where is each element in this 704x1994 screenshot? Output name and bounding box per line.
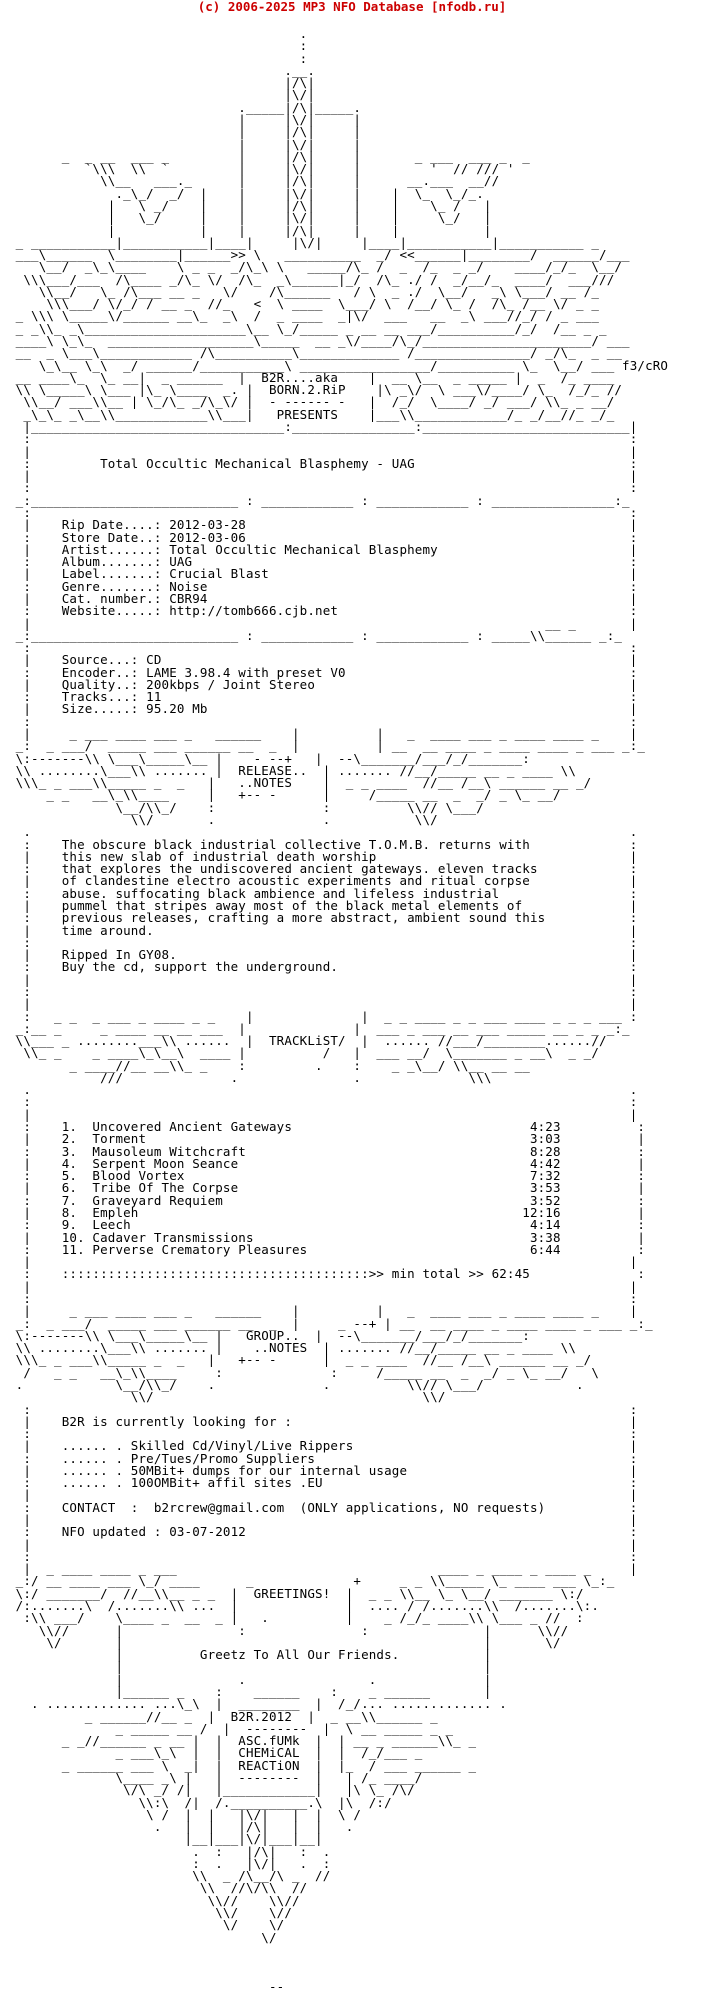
nfo-line: \\\___/___ /\____ _/\_ \/ /\_ _\______|_/ /\_ ./ / _/__/_ ____/ ___/// bbox=[8, 271, 623, 287]
nfo-line: | 4. Serpent Moon Seance 4:42 | bbox=[8, 1155, 646, 1171]
nfo-line: . ............. ...\_\ | ________ | /_/... ............. . bbox=[8, 1696, 507, 1712]
nfo-line: : that explores the undiscovered ancient gateways. eleven tracks : bbox=[8, 861, 638, 877]
nfo-line: | | | |/\| | | | bbox=[8, 222, 492, 238]
nfo-line: ___\______ \________|______>> \ __________ _/ <<______|________/ ______/___ bbox=[8, 247, 630, 263]
nfo-line: _ _ __\_\\____ | +-- - | /_____ __ _ _/ _ \_ __/ bbox=[8, 787, 584, 803]
nfo-line: |_________________________________:________________:___________________________| bbox=[8, 419, 638, 434]
nfo-line: : abuse. suffocating black ambience and lifeless industrial : bbox=[8, 885, 638, 901]
nfo-line: . bbox=[8, 26, 308, 41]
nfo-line: /// . . \\\ bbox=[8, 1069, 492, 1085]
nfo-line: : : bbox=[8, 504, 638, 520]
nfo-line: : ...... . 100OMBit+ affil sites .EU : bbox=[8, 1475, 638, 1491]
nfo-line: \ / | | |\/| | | \ / bbox=[8, 1806, 362, 1822]
nfo-line: \:/ _______/ //__\\__ _ _ | GREETINGS! | _ _ \\__ \_ \__/ _______ \:/ bbox=[8, 1585, 584, 1601]
nfo-line: : : bbox=[8, 1426, 638, 1442]
nfo-line: | ...... . Skilled Cd/Vinyl/Live Rippers | bbox=[8, 1438, 638, 1454]
nfo-line: | | bbox=[8, 996, 638, 1012]
nfo-line: : : bbox=[8, 640, 638, 656]
nfo-line: : : bbox=[8, 1548, 638, 1564]
nfo-line: -- bbox=[8, 1978, 285, 1994]
nfo-line: | | bbox=[8, 1659, 492, 1675]
nfo-line: . . bbox=[8, 1082, 638, 1098]
nfo-line: : bbox=[8, 38, 308, 54]
nfo-line: \\ ........\___\\ ....... | RELEASE.. | ....... //__/_____ __ _ ____ \\ bbox=[8, 762, 576, 778]
nfo-line: \\ _ /\__/\ _ // bbox=[8, 1868, 331, 1884]
nfo-line: \\/ \\/ bbox=[8, 1389, 446, 1405]
nfo-line: : Buy the cd, support the underground. : bbox=[8, 959, 638, 975]
nfo-line: | | bbox=[8, 1512, 638, 1528]
nfo-line: \\ //\/\\ // bbox=[8, 1880, 308, 1896]
nfo-line: _ \\\ \_____\/______ __\_ _\ / _ ____ _|\/ ___ __ _\ ___//_/ / _ ___ bbox=[8, 308, 600, 324]
nfo-line: /:.......\ /.......\\ ... | | .... / /.......\\ /.......\:. bbox=[8, 1598, 600, 1613]
nfo-line: : _ _ _ ___ _ ____ _ _ | | _ _ ____ _ _ ___ ____ _ _ _ ___ : bbox=[8, 1008, 638, 1024]
nfo-line: : 9. Leech 4:14 : bbox=[8, 1217, 646, 1233]
nfo-line: | time around. | bbox=[8, 922, 638, 938]
nfo-line: | 8. Empleh 12:16 | bbox=[8, 1205, 646, 1220]
nfo-line: \\ \_____\ \___ |\_ \____ _. | BORN.2.RiP |\ _\/ \ ___\/____/ \_ /_/_ // bbox=[8, 382, 623, 398]
nfo-line: | 2. Torment 3:03 | bbox=[8, 1131, 646, 1147]
nfo-line: | _ ___ ____ ___ _ ______ | | _ ____ ___ _ ____ ____ _ | bbox=[8, 726, 638, 742]
nfo-line: | | bbox=[8, 1106, 638, 1122]
nfo-line: | |\/| | bbox=[8, 111, 362, 127]
nfo-line: \_\__ \_\ _/ ______/___________\ _________________/__________ \_ \__/ ___ f3/cRO bbox=[8, 357, 669, 373]
nfo-line: _: _ ___/ _____ ___ ______ __ _ | _ --+ | __ __ ____ _ ____ ____ _ ___ _:_ bbox=[8, 1315, 653, 1331]
nfo-line: _ ______//__ _ | B2R.2012 | _ __\\______ _ bbox=[8, 1708, 438, 1724]
nfo-line: : : bbox=[8, 431, 638, 447]
nfo-line: \\// | : : | \\// bbox=[8, 1622, 569, 1638]
nfo-line: | | bbox=[8, 443, 638, 459]
nfo-line: _ ___\_\ | | CHEMiCAL | | /_/___ _ bbox=[8, 1745, 423, 1761]
nfo-line: | Source...: CD | bbox=[8, 652, 638, 668]
nfo-line: | | bbox=[8, 1487, 638, 1503]
nfo-line: : Encoder..: LAME 3.98.4 with preset V0 : bbox=[8, 664, 638, 680]
nfo-line: _ _____ __ / | -------- | \ __ _____ _ _ bbox=[8, 1720, 454, 1736]
nfo-line: \\// \\// bbox=[8, 1892, 300, 1908]
nfo-line: ____\ \_\_ ___________________\_____ __ _\/____/\_/______________________/ ___ bbox=[8, 333, 630, 349]
nfo-line: : ...... . Pre/Tues/Promo Suppliers : bbox=[8, 1450, 638, 1466]
nfo-line: \\\_ _ ___\\_____ _ _ | +-- - | _ _ ____ //__ /__\ ______ __ _/ bbox=[8, 1352, 600, 1368]
nfo-line: | B2R is currently looking for : | bbox=[8, 1413, 638, 1429]
nfo-line: ._\_/ _/ | | |\/| | | \_ \_/_. bbox=[8, 185, 484, 201]
nfo-line: | . . | bbox=[8, 1671, 492, 1687]
nfo-line: _ ______ ___ \ _| | REACTiON | |_ / ___ ______ _ bbox=[8, 1757, 477, 1773]
nfo-line: . | | |/\| | | . bbox=[8, 1819, 354, 1835]
nfo-line: : . |\/| . : bbox=[8, 1855, 331, 1871]
nfo-line: :\\ ___/ \____ _ __ _ | . | _ /_/_ ____\\ \___ _ // : bbox=[8, 1610, 584, 1626]
nfo-line: _:/ __ ____ ___ \_/ ____ _ + _ _ \\_____ \_ ____ ___ \_:_ bbox=[8, 1573, 615, 1589]
nfo-line: \__/ _\_\____ \ _ _ _/\_\ \ _____/\_ / _ /_ _ _/ ____/_/_ \__/ bbox=[8, 259, 623, 275]
nfo-line: \\__ ___._ | |/\| | __.___ __// bbox=[8, 173, 500, 189]
nfo-line: | Quality..: 200kbps / Joint Stereo | bbox=[8, 676, 638, 692]
nfo-line: | | bbox=[8, 1536, 638, 1552]
nfo-line: : : bbox=[8, 713, 638, 729]
nfo-line: _ _\\_ _\_____________________\__ \_/_____ _ __ __ ___/__________/_/ /__ _ _ bbox=[8, 320, 607, 336]
nfo-line: ._____|/\|_____. bbox=[8, 99, 362, 115]
nfo-line: \\__/ ___\\__ | \_/\_ _/\_\/ | - ------ - | /_/ \____/ _/ ___/ \\_ _ __/ bbox=[8, 394, 615, 410]
nfo-line: \/ \/ bbox=[8, 1917, 285, 1933]
nfo-line: `\\\ \\ ` | |\/| | ' // /// ' bbox=[8, 161, 515, 177]
nfo-line: __ _ \___\____________ /\__________\_____________ /_______________/ _/\_ _ __ bbox=[8, 345, 623, 361]
nfo-line: .__. bbox=[8, 62, 316, 78]
nfo-line: : : bbox=[8, 934, 638, 950]
nfo-line: : : bbox=[8, 1094, 638, 1110]
nfo-line: \__/\\_/ : : \\// \___/ bbox=[8, 799, 484, 815]
nfo-line: | Greetz To All Our Friends. | bbox=[8, 1647, 492, 1663]
nfo-line: : Website.....: http://tomb666.cjb.net : bbox=[8, 603, 638, 619]
nfo-line: | Cat. number.: CBR94 | bbox=[8, 590, 638, 606]
nfo-line: . \__/\\_/ . . \\// \___/ . bbox=[8, 1376, 584, 1392]
nfo-line: : Album.......: UAG : bbox=[8, 554, 638, 570]
nfo-line: : : bbox=[8, 983, 638, 999]
nfo-line: \:-------\\ \___\_____\__ | - --+ | --\_______/___/_/_______: bbox=[8, 750, 530, 766]
nfo-line: |__|___|\/|___|__| bbox=[8, 1831, 323, 1847]
nfo-line: _: _ ___/ _____ ___ ______ __ _ | | __ __ ____ _ ____ ____ _ ___ _:_ bbox=[8, 738, 646, 754]
nfo-line: _ _ __ ___ _ | |/\| | _ ___ ___ _ _ bbox=[8, 148, 530, 164]
nfo-line: | | bbox=[8, 468, 638, 484]
nfo-line: | Rip Date....: 2012-03-28 | bbox=[8, 517, 638, 533]
nfo-line: | 10. Cadaver Transmissions 3:38 | bbox=[8, 1229, 646, 1245]
nfodb-copyright-header: (c) 2006-2025 MP3 NFO Database [nfodb.ru] bbox=[197, 0, 507, 14]
nfo-line: . . bbox=[8, 824, 638, 840]
nfo-line: |\/| bbox=[8, 87, 316, 103]
nfo-line: \\/ . . \\/ bbox=[8, 812, 438, 827]
nfo-line: _:___________________________ : ____________ : ____________ : ________________:_ bbox=[8, 492, 630, 508]
nfo-line: : bbox=[8, 50, 308, 66]
nfo-line: : 11. Perverse Crematory Pleasures 6:44 : bbox=[8, 1241, 646, 1257]
nfo-line: _ _//______ _ __ | | ASC.fUMk | | __ _ ______\\_ _ bbox=[8, 1733, 477, 1749]
nfo-line: | _ ___ ____ ___ _ ______ | | _ ____ ___ _ ____ ____ _ | bbox=[8, 1303, 638, 1319]
nfo-line: : CONTACT : b2rcrew@gmail.com (ONLY applications, NO requests) : bbox=[8, 1499, 638, 1515]
nfo-line: | \_/ | | |\/| | | \_/ | bbox=[8, 210, 492, 226]
nfo-line: : : bbox=[8, 480, 638, 496]
nfo-line: | this new slab of industrial death worship | bbox=[8, 848, 638, 864]
nfo-line: | |/\| | bbox=[8, 124, 362, 140]
nfo-line: \\__/ \_ /\___ __ _ \/ /\______ / \ _ ./ \__/ _\ \___/ __ /_ bbox=[8, 283, 600, 299]
nfo-line: \\_ _ _ ____\_\__\ ____ | / | ___ __/ \_______ _ __\ _ _/ bbox=[8, 1045, 600, 1061]
nfo-line: : NFO updated : 03-07-2012 : bbox=[8, 1524, 638, 1540]
nfo-line: | 6. Tribe Of The Corpse 3:53 | bbox=[8, 1180, 646, 1196]
nfo-line: | __ _ | bbox=[8, 615, 638, 631]
nfo-line: | Label.......: Crucial Blast | bbox=[8, 566, 638, 582]
nfo-line: \\\___/ \/_/ / __ _ //_ < \ ____ \___/ \ /__/ \_ / /\_ /__ \/ _ _ bbox=[8, 296, 600, 312]
nfo-line: : 3. Mausoleum Witchcraft 8:28 : bbox=[8, 1143, 646, 1159]
nfo-line: : previous releases, crafting a more abstract, ambient sound this : bbox=[8, 910, 638, 926]
nfo-line: \/ | | \/ bbox=[8, 1634, 561, 1650]
nfo-line: | | bbox=[8, 1254, 638, 1270]
nfo-line: |/\| bbox=[8, 75, 316, 91]
nfo-line: | _ ____ ____ _ ___ ____ _ ____ _ ____ _ | bbox=[8, 1561, 638, 1577]
nfo-line: : Store Date..: 2012-03-06 : bbox=[8, 529, 638, 545]
nfo-line: : Tracks...: 11 : bbox=[8, 689, 638, 705]
nfo-line: \:-------\\ \___\_____\__ | GROUP.. | --\_______/___/_/_______: bbox=[8, 1327, 530, 1343]
nfo-line: | | bbox=[8, 971, 638, 987]
nfo-line: | pummel that stripes away most of the black metal elements of | bbox=[8, 897, 638, 913]
nfo-line: __ ____\_ \_ __| _ ______ | B2R....aka | __ \__ _ _____ | _ /_ ____ bbox=[8, 369, 615, 385]
nfo-line: \\ ........\___\\ ....... | ..NOTES | ....... //__/_____ __ _ ____ \\ bbox=[8, 1340, 576, 1356]
nfo-line: \/ bbox=[8, 1929, 277, 1945]
nfo-line: : 7. Graveyard Requiem 3:52 : bbox=[8, 1192, 646, 1208]
nfo-line: \/\ _/ /| |____________| |\ \_ /\/ bbox=[8, 1782, 415, 1798]
nfo-line: | of clandestine electro acoustic experiments and ritual corpse | bbox=[8, 873, 638, 889]
nfo-line: \\___ _ ........___\\ ...... | TRACKLiST/ | ...... //___/________......// bbox=[8, 1033, 607, 1049]
nfo-line: : Genre.......: Noise : bbox=[8, 578, 638, 594]
nfo-line: : Total Occultic Mechanical Blasphemy - UAG : bbox=[8, 455, 638, 471]
nfo-line: | \ _/ | | |/\| | | \_ / | bbox=[8, 197, 492, 213]
nfo-line: . : |/\| : . bbox=[8, 1843, 331, 1859]
nfo-line: : The obscure black industrial collective T.O.M.B. returns with : bbox=[8, 836, 638, 852]
nfo-line: | |\/| | bbox=[8, 136, 362, 152]
nfo-line: | ...... . 50MBit+ dumps for our internal usage | bbox=[8, 1462, 638, 1478]
nfo-line: \\\_ _ ___\\_____ _ _ | ..NOTES | _ _ ____ //__ /__\ ______ __ _/ bbox=[8, 775, 600, 791]
nfo-line: \\:\ /| /.__________.\ |\ /:/ bbox=[8, 1794, 392, 1810]
nfo-line: _ ____//__ __\\_ _ : . : _ _\__/ \\__ __ __ bbox=[8, 1057, 530, 1073]
nfo-line: | | bbox=[8, 1278, 638, 1294]
nfo-line: \\/ \// bbox=[8, 1905, 292, 1921]
nfo-line: _\_\_ _\__\\____________\\___| PRESENTS |___\\____________/_ _/__//_ _/_ bbox=[8, 406, 615, 422]
nfo-line: : 5. Blood Vortex 7:32 : bbox=[8, 1168, 646, 1184]
nfo-line: / _ _ __\_\\____ : : /_____ __ _ _/ _ \_ __/ \ bbox=[8, 1364, 600, 1380]
nfo-line: |______ _ : ______ : _ ______ | bbox=[8, 1683, 492, 1699]
nfo-line: _:__ _ _ ____ __ __ ___ | | ___ _ ___ __ ___ _____ __ _ _ _:_ bbox=[8, 1020, 630, 1036]
nfo-line: : ::::::::::::::::::::::::::::::::::::::::>> min total >> 62:45 : bbox=[8, 1266, 646, 1282]
nfo-line: \____ _\ | | -------- | | /_ ____/ bbox=[8, 1769, 423, 1785]
nfo-line: : 1. Uncovered Ancient Gateways 4:23 : bbox=[8, 1119, 646, 1135]
nfo-line: | Artist......: Total Occultic Mechanical Blasphemy | bbox=[8, 541, 638, 557]
nfo-line: : : bbox=[8, 1290, 638, 1306]
nfo-line: : : bbox=[8, 1401, 638, 1417]
nfo-ascii-art-body bbox=[8, 28, 668, 1993]
nfo-line: _:___________________________ : ____________ : ____________ : _____\\______ _:_ bbox=[8, 627, 623, 643]
nfo-line: | Ripped In GY08. | bbox=[8, 947, 638, 963]
nfo-line: | Size.....: 95.20 Mb | bbox=[8, 701, 638, 717]
nfo-line: _ ___________|___________|____| |\/| |____|___________|___________ _ bbox=[8, 234, 600, 250]
